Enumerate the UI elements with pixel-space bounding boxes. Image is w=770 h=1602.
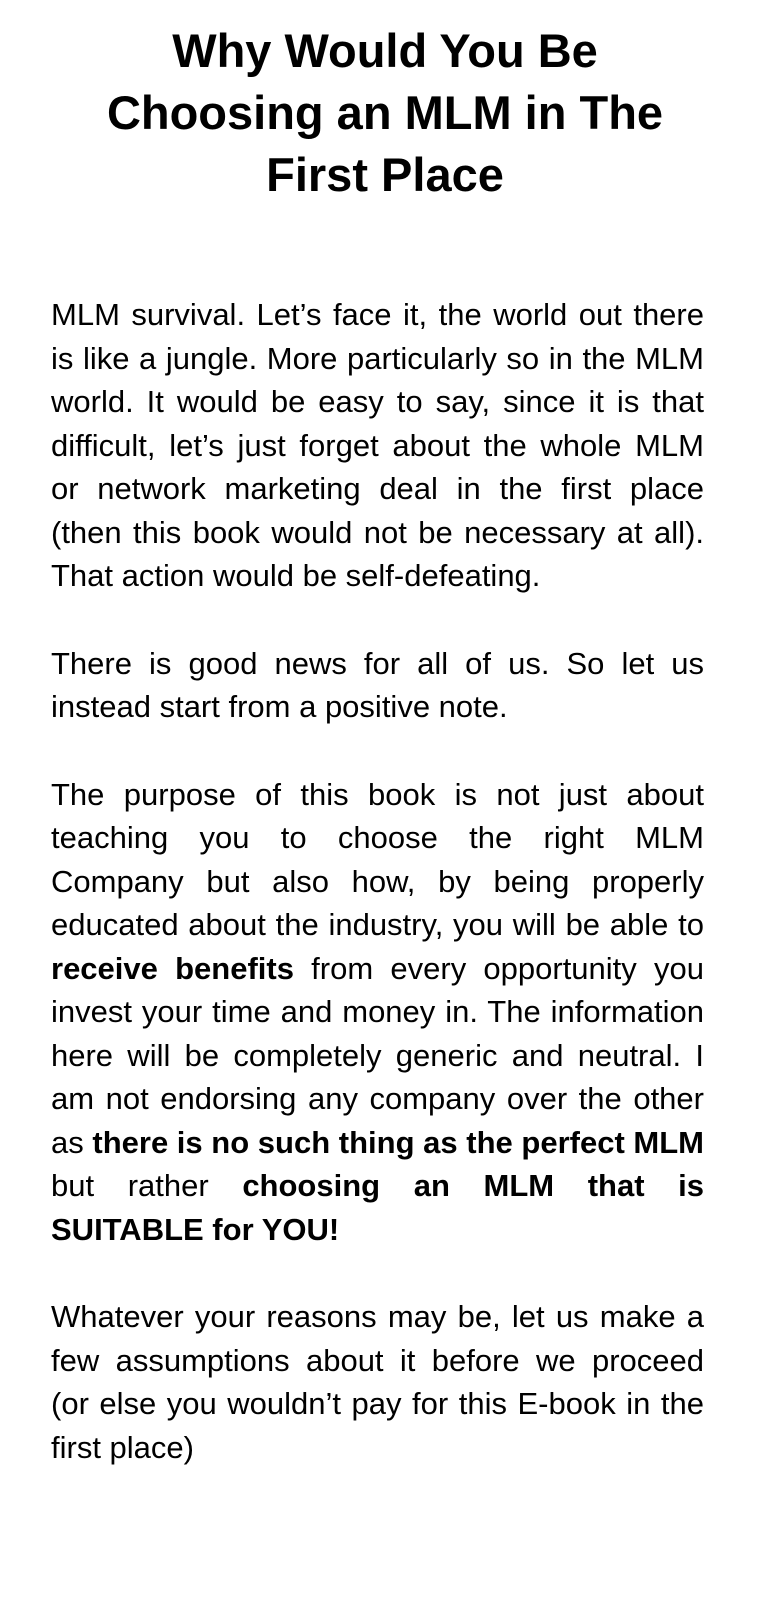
paragraph-text: MLM survival. Let’s face it, the world out there is like a jungle. More particularly so in the MLM world. It would be easy to say, since it is that difficult, let’s just forget about the whole MLM or network marketing deal in the first place (then this book would not be necessary at all). That action would be self-defeating. bbox=[51, 297, 704, 593]
paragraph-text: but rather bbox=[51, 1168, 243, 1203]
bold-phrase: there is no such thing as the perfect MLM bbox=[92, 1124, 704, 1160]
paragraph-3 bbox=[51, 773, 704, 1252]
body-text bbox=[51, 293, 704, 1513]
paragraph-text: There is good news for all of us. So let us instead start from a positive note. bbox=[51, 645, 704, 724]
page-title: Why Would You Be Choosing an MLM in The First Place bbox=[106, 24, 664, 201]
bold-phrase: receive benefits bbox=[51, 950, 294, 986]
paragraph-text: Whatever your reasons may be, let us make a few assumptions about it before we proceed (or else you wouldn’t pay for this E-book in the first place) bbox=[51, 1299, 704, 1465]
paragraph-text: from every opportunity you invest your time and money in. The information here will be completely generic and neutral. I am not endorsing any company over the other as bbox=[51, 950, 704, 1160]
paragraph-text: The purpose of this book is not just about teaching you to choose the right MLM Company but also how, by being properly educated about the industry, you will be able to bbox=[51, 776, 704, 942]
paragraph-2 bbox=[51, 642, 704, 729]
paragraph-1 bbox=[51, 293, 704, 598]
paragraph-4 bbox=[51, 1295, 704, 1469]
bold-phrase: choosing an MLM that is SUITABLE for YOU! bbox=[51, 1168, 704, 1247]
